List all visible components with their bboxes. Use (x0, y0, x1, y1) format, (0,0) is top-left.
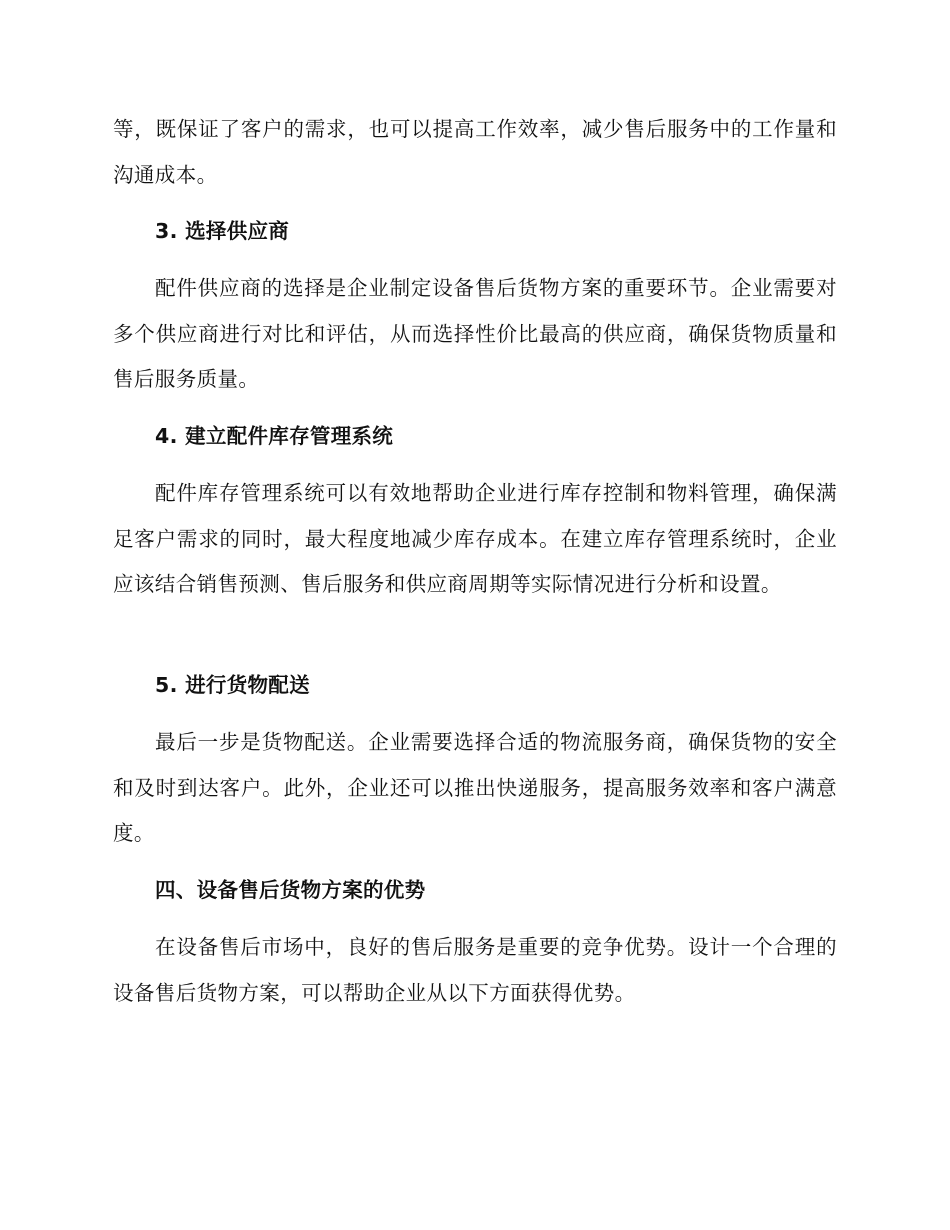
continued-paragraph: 等，既保证了客户的需求，也可以提高工作效率，减少售后服务中的工作量和沟通成本。 (113, 117, 837, 187)
section-4-paragraph: 配件库存管理系统可以有效地帮助企业进行库存控制和物料管理，确保满足客户需求的同时，最大程度地减少库存成本。在建立库存管理系统时，企业应该结合销售预测、售后服务和供应商周期等实际情况进行分析和设置。 (113, 481, 837, 596)
section-5-heading: 5. 进行货物配送 (155, 673, 310, 697)
section-5-paragraph: 最后一步是货物配送。企业需要选择合适的物流服务商，确保货物的安全和及时到达客户。此外，企业还可以推出快递服务，提高服务效率和客户满意度。 (113, 730, 837, 845)
section-4-heading: 4. 建立配件库存管理系统 (155, 424, 394, 448)
section-four-heading: 四、设备售后货物方案的优势 (155, 878, 426, 902)
section-3-paragraph: 配件供应商的选择是企业制定设备售后货物方案的重要环节。企业需要对多个供应商进行对比和评估，从而选择性价比最高的供应商，确保货物质量和售后服务质量。 (113, 276, 837, 391)
section-3-heading: 3. 选择供应商 (155, 219, 290, 243)
section-four-paragraph: 在设备售后市场中，良好的售后服务是重要的竞争优势。设计一个合理的设备售后货物方案，可以帮助企业从以下方面获得优势。 (113, 935, 837, 1005)
